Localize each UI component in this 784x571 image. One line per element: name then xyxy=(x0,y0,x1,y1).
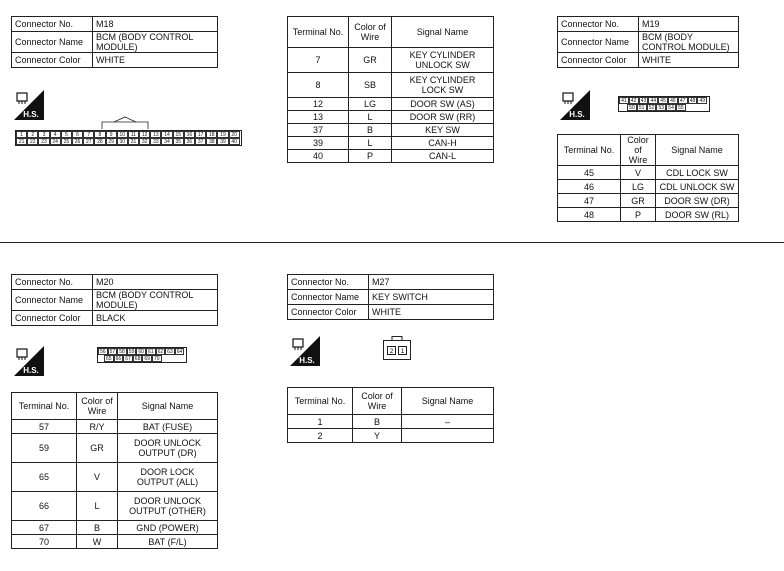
terminal-cell: 48 xyxy=(558,208,621,222)
info-row xyxy=(558,32,739,53)
harness-side-icon xyxy=(14,346,44,376)
pin: 56 xyxy=(98,348,108,355)
info-key: Connector No. xyxy=(12,275,93,290)
info-key: Connector No. xyxy=(288,275,369,290)
pin: 30 xyxy=(117,138,128,145)
info-row xyxy=(12,53,218,68)
header-row xyxy=(12,393,218,420)
terminal-cell: 59 xyxy=(12,434,77,463)
terminal-cell: 2 xyxy=(288,429,353,443)
pin: 58 xyxy=(117,348,127,355)
info-row xyxy=(12,311,218,326)
header-row xyxy=(288,17,494,48)
color-cell: W xyxy=(77,535,118,549)
info-value: M27 xyxy=(369,275,494,290)
signal-cell: GND (POWER) xyxy=(118,521,218,535)
info-key: Connector Name xyxy=(288,290,369,305)
pin: 52 xyxy=(647,104,657,111)
info-key: Connector Name xyxy=(12,32,93,53)
signal-cell: DOOR SW (DR) xyxy=(656,194,739,208)
harness-side-icon xyxy=(560,90,590,120)
info-key: Connector Color xyxy=(12,311,93,326)
pin: 2 xyxy=(27,131,38,138)
signal-cell: KEY SW xyxy=(392,124,494,137)
pin: 40 xyxy=(229,138,240,145)
pin: 32 xyxy=(139,138,150,145)
pin: 4 xyxy=(50,131,61,138)
m20-info-table xyxy=(11,274,218,326)
color-header: Color of Wire xyxy=(349,17,392,48)
signal-cell: – xyxy=(402,415,494,429)
pin: 42 xyxy=(629,97,639,104)
color-cell: GR xyxy=(77,434,118,463)
pin: 38 xyxy=(206,138,217,145)
pin: 11 xyxy=(128,131,139,138)
pin: 54 xyxy=(666,104,676,111)
m19-info-table xyxy=(557,16,739,68)
pin: 34 xyxy=(161,138,172,145)
table-row xyxy=(12,420,218,434)
terminal-header: Terminal No. xyxy=(288,17,349,48)
info-row xyxy=(12,17,218,32)
m19-signal-table xyxy=(557,134,739,222)
pin: 6 xyxy=(72,131,83,138)
pin: 23 xyxy=(38,138,49,145)
pin: 31 xyxy=(128,138,139,145)
pin: 13 xyxy=(150,131,161,138)
terminal-cell: 8 xyxy=(288,73,349,98)
info-key: Connector Name xyxy=(12,290,93,311)
color-cell: LG xyxy=(349,98,392,111)
pin: 14 xyxy=(161,131,172,138)
info-key: Connector Color xyxy=(12,53,93,68)
info-key: Connector No. xyxy=(558,17,639,32)
pin: 33 xyxy=(150,138,161,145)
pin: 68 xyxy=(133,355,143,362)
pin: 1 xyxy=(16,131,27,138)
signal-cell: DOOR LOCK OUTPUT (ALL) xyxy=(118,463,218,492)
hs-label: H.S. xyxy=(23,110,39,119)
signal-header: Signal Name xyxy=(402,388,494,415)
pin: 44 xyxy=(648,97,658,104)
pin: 43 xyxy=(639,97,649,104)
terminal-cell: 40 xyxy=(288,150,349,163)
pin: 47 xyxy=(678,97,688,104)
info-value: BCM (BODY CONTROL MODULE) xyxy=(639,32,739,53)
table-row xyxy=(288,415,494,429)
terminal-header: Terminal No. xyxy=(288,388,353,415)
m27-signal-table xyxy=(287,387,494,443)
signal-cell: DOOR UNLOCK OUTPUT (DR) xyxy=(118,434,218,463)
pin: 17 xyxy=(195,131,206,138)
color-header: Color of Wire xyxy=(77,393,118,420)
table-row xyxy=(288,48,494,73)
terminal-cell: 37 xyxy=(288,124,349,137)
terminal-header: Terminal No. xyxy=(558,135,621,166)
terminal-cell: 39 xyxy=(288,137,349,150)
info-value: M18 xyxy=(93,17,218,32)
pin: 55 xyxy=(676,104,686,111)
table-row xyxy=(288,429,494,443)
color-cell: R/Y xyxy=(77,420,118,434)
signal-cell: DOOR SW (AS) xyxy=(392,98,494,111)
color-cell: L xyxy=(77,492,118,521)
terminal-cell: 57 xyxy=(12,420,77,434)
pin: 39 xyxy=(217,138,228,145)
color-cell: P xyxy=(349,150,392,163)
pin: 9 xyxy=(106,131,117,138)
info-row xyxy=(558,17,739,32)
pin: 24 xyxy=(50,138,61,145)
info-value: WHITE xyxy=(93,53,218,68)
pin: 69 xyxy=(142,355,152,362)
pin: 16 xyxy=(184,131,195,138)
info-row xyxy=(288,290,494,305)
pin: 70 xyxy=(152,355,162,362)
m27-connector-face xyxy=(383,336,411,360)
pin: 8 xyxy=(94,131,105,138)
pin: 12 xyxy=(139,131,150,138)
pin: 26 xyxy=(72,138,83,145)
signal-cell: KEY CYLINDER LOCK SW xyxy=(392,73,494,98)
pin: 37 xyxy=(195,138,206,145)
info-row xyxy=(12,32,218,53)
pin: 48 xyxy=(688,97,698,104)
terminal-cell: 67 xyxy=(12,521,77,535)
pin: 28 xyxy=(94,138,105,145)
pin: 3 xyxy=(38,131,49,138)
signal-cell: BAT (FUSE) xyxy=(118,420,218,434)
pin: 21 xyxy=(16,138,27,145)
color-cell: B xyxy=(349,124,392,137)
pin: 63 xyxy=(165,348,175,355)
color-cell: P xyxy=(621,208,656,222)
color-cell: B xyxy=(353,415,402,429)
info-value: BCM (BODY CONTROL MODULE) xyxy=(93,290,218,311)
signal-cell: CDL LOCK SW xyxy=(656,166,739,180)
pin: 29 xyxy=(106,138,117,145)
pin: 19 xyxy=(217,131,228,138)
table-row xyxy=(558,194,739,208)
table-row xyxy=(12,535,218,549)
color-cell: Y xyxy=(353,429,402,443)
hs-label: H.S. xyxy=(23,366,39,375)
pin: 65 xyxy=(104,355,114,362)
signal-cell: DOOR SW (RL) xyxy=(656,208,739,222)
color-cell: SB xyxy=(349,73,392,98)
info-row xyxy=(12,275,218,290)
color-cell: L xyxy=(349,137,392,150)
signal-cell: BAT (F/L) xyxy=(118,535,218,549)
signal-header: Signal Name xyxy=(656,135,739,166)
pin: 46 xyxy=(668,97,678,104)
terminal-cell: 66 xyxy=(12,492,77,521)
info-row xyxy=(558,53,739,68)
terminal-cell: 12 xyxy=(288,98,349,111)
pin: 25 xyxy=(61,138,72,145)
terminal-cell: 7 xyxy=(288,48,349,73)
pin: 27 xyxy=(83,138,94,145)
color-cell: V xyxy=(621,166,656,180)
pin: 45 xyxy=(658,97,668,104)
color-header: Color of Wire xyxy=(353,388,402,415)
pin: 41 xyxy=(619,97,629,104)
pin: 62 xyxy=(156,348,166,355)
m27-info-table xyxy=(287,274,494,320)
table-row xyxy=(12,434,218,463)
m18-connector-key xyxy=(100,116,150,130)
signal-cell: CAN-L xyxy=(392,150,494,163)
m20-signal-table xyxy=(11,392,218,549)
pin: 57 xyxy=(108,348,118,355)
signal-cell: CAN-H xyxy=(392,137,494,150)
pin: 51 xyxy=(637,104,647,111)
table-row xyxy=(288,111,494,124)
info-key: Connector No. xyxy=(12,17,93,32)
terminal-cell: 46 xyxy=(558,180,621,194)
table-row xyxy=(288,137,494,150)
signal-cell xyxy=(402,429,494,443)
pin: 49 xyxy=(697,97,707,104)
signal-header: Signal Name xyxy=(118,393,218,420)
pin: 2 xyxy=(389,349,394,355)
signal-cell: DOOR UNLOCK OUTPUT (OTHER) xyxy=(118,492,218,521)
header-row xyxy=(288,388,494,415)
info-value: BLACK xyxy=(93,311,218,326)
pin: 1 xyxy=(400,349,405,355)
m18-signal-table xyxy=(287,16,494,163)
hs-label: H.S. xyxy=(299,356,315,365)
table-row xyxy=(558,208,739,222)
color-cell: GR xyxy=(349,48,392,73)
header-row xyxy=(558,135,739,166)
pin: 7 xyxy=(83,131,94,138)
table-row xyxy=(288,98,494,111)
terminal-cell: 13 xyxy=(288,111,349,124)
pin: 59 xyxy=(127,348,137,355)
table-row xyxy=(12,492,218,521)
color-cell: GR xyxy=(621,194,656,208)
pin: 18 xyxy=(206,131,217,138)
pin: 35 xyxy=(173,138,184,145)
info-value: WHITE xyxy=(639,53,739,68)
table-row xyxy=(288,73,494,98)
pin: 64 xyxy=(175,348,185,355)
pin: 36 xyxy=(184,138,195,145)
pin: 22 xyxy=(27,138,38,145)
color-cell: L xyxy=(349,111,392,124)
info-key: Connector Name xyxy=(558,32,639,53)
terminal-cell: 70 xyxy=(12,535,77,549)
pin: 67 xyxy=(123,355,133,362)
harness-side-icon xyxy=(14,90,44,120)
info-row xyxy=(288,305,494,320)
table-row xyxy=(558,166,739,180)
pin: 50 xyxy=(627,104,637,111)
table-row xyxy=(288,150,494,163)
hs-label: H.S. xyxy=(569,110,585,119)
info-value: KEY SWITCH xyxy=(369,290,494,305)
section-divider xyxy=(0,242,784,243)
color-cell: B xyxy=(77,521,118,535)
color-header: Color of Wire xyxy=(621,135,656,166)
table-row xyxy=(12,521,218,535)
table-row xyxy=(558,180,739,194)
pin: 5 xyxy=(61,131,72,138)
terminal-cell: 65 xyxy=(12,463,77,492)
info-value: BCM (BODY CONTROL MODULE) xyxy=(93,32,218,53)
pin: 60 xyxy=(136,348,146,355)
m20-connector-face xyxy=(97,347,187,363)
pin: 53 xyxy=(656,104,666,111)
info-value: WHITE xyxy=(369,305,494,320)
color-cell: V xyxy=(77,463,118,492)
terminal-cell: 47 xyxy=(558,194,621,208)
pin: 10 xyxy=(117,131,128,138)
info-row xyxy=(288,275,494,290)
info-row xyxy=(12,290,218,311)
table-row xyxy=(288,124,494,137)
signal-cell: KEY CYLINDER UNLOCK SW xyxy=(392,48,494,73)
pin: 61 xyxy=(146,348,156,355)
signal-cell: CDL UNLOCK SW xyxy=(656,180,739,194)
harness-side-icon xyxy=(290,336,320,366)
terminal-cell: 45 xyxy=(558,166,621,180)
terminal-header: Terminal No. xyxy=(12,393,77,420)
pin: 20 xyxy=(229,131,240,138)
table-row xyxy=(12,463,218,492)
pin: 15 xyxy=(173,131,184,138)
pin: 66 xyxy=(114,355,124,362)
terminal-cell: 1 xyxy=(288,415,353,429)
info-value: M20 xyxy=(93,275,218,290)
signal-cell: DOOR SW (RR) xyxy=(392,111,494,124)
info-key: Connector Color xyxy=(558,53,639,68)
m19-connector-face xyxy=(618,96,710,112)
m18-info-table xyxy=(11,16,218,68)
m18-connector-face xyxy=(15,130,242,146)
color-cell: LG xyxy=(621,180,656,194)
info-key: Connector Color xyxy=(288,305,369,320)
info-value: M19 xyxy=(639,17,739,32)
signal-header: Signal Name xyxy=(392,17,494,48)
